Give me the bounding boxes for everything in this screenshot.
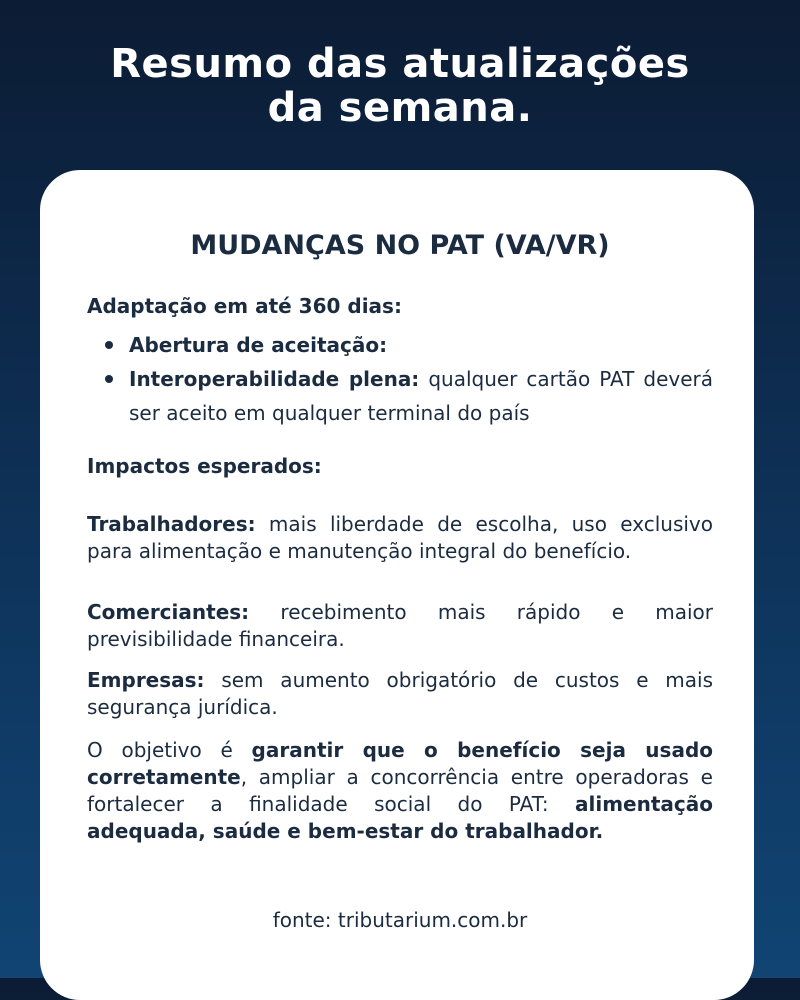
list-item bbox=[129, 328, 713, 362]
impact-workers bbox=[87, 511, 713, 565]
list-item bbox=[129, 362, 713, 430]
adaptation-list bbox=[129, 328, 713, 430]
list-item-label: Interoperabilidade plena: bbox=[129, 367, 420, 391]
content-card bbox=[40, 170, 754, 1000]
objective-text-1: O objetivo é bbox=[87, 738, 252, 762]
objective-paragraph bbox=[87, 737, 713, 845]
impact-companies-text: sem aumento obrigatório de custos e mais segurança jurídica. bbox=[87, 668, 713, 719]
card-title: MUDANÇAS NO PAT (VA/VR) bbox=[190, 230, 610, 261]
impacts-heading: Impactos esperados: bbox=[87, 454, 322, 478]
objective-text-2: , ampliar a concorrência entre operadoras e fortalecer a finalidade social do PAT: bbox=[87, 765, 713, 816]
impact-companies bbox=[87, 667, 713, 721]
objective-highlight-1: garantir que o benefício seja usado corretamente bbox=[87, 738, 713, 789]
headline-line-1: Resumo das atualizações bbox=[110, 41, 690, 87]
list-item-label: Abertura de aceitação: bbox=[129, 333, 388, 357]
page-headline bbox=[0, 42, 800, 130]
headline-line-2: da semana. bbox=[267, 85, 533, 131]
impact-merchants bbox=[87, 599, 713, 653]
adaptation-heading: Adaptação em até 360 dias: bbox=[87, 294, 402, 318]
impact-workers-label: Trabalhadores: bbox=[87, 512, 256, 536]
impact-companies-label: Empresas: bbox=[87, 668, 205, 692]
impact-merchants-label: Comerciantes: bbox=[87, 600, 250, 624]
impact-workers-text: mais liberdade de escolha, uso exclusivo para alimentação e manutenção integral do benefício. bbox=[87, 512, 713, 563]
objective-highlight-2: alimentação adequada, saúde e bem-estar do trabalhador. bbox=[87, 792, 713, 843]
list-item-text: qualquer cartão PAT deverá ser aceito em qualquer terminal do país bbox=[129, 367, 713, 425]
source-text: fonte: tributarium.com.br bbox=[272, 908, 528, 932]
impact-merchants-text: recebimento mais rápido e maior previsibilidade financeira. bbox=[87, 600, 713, 651]
